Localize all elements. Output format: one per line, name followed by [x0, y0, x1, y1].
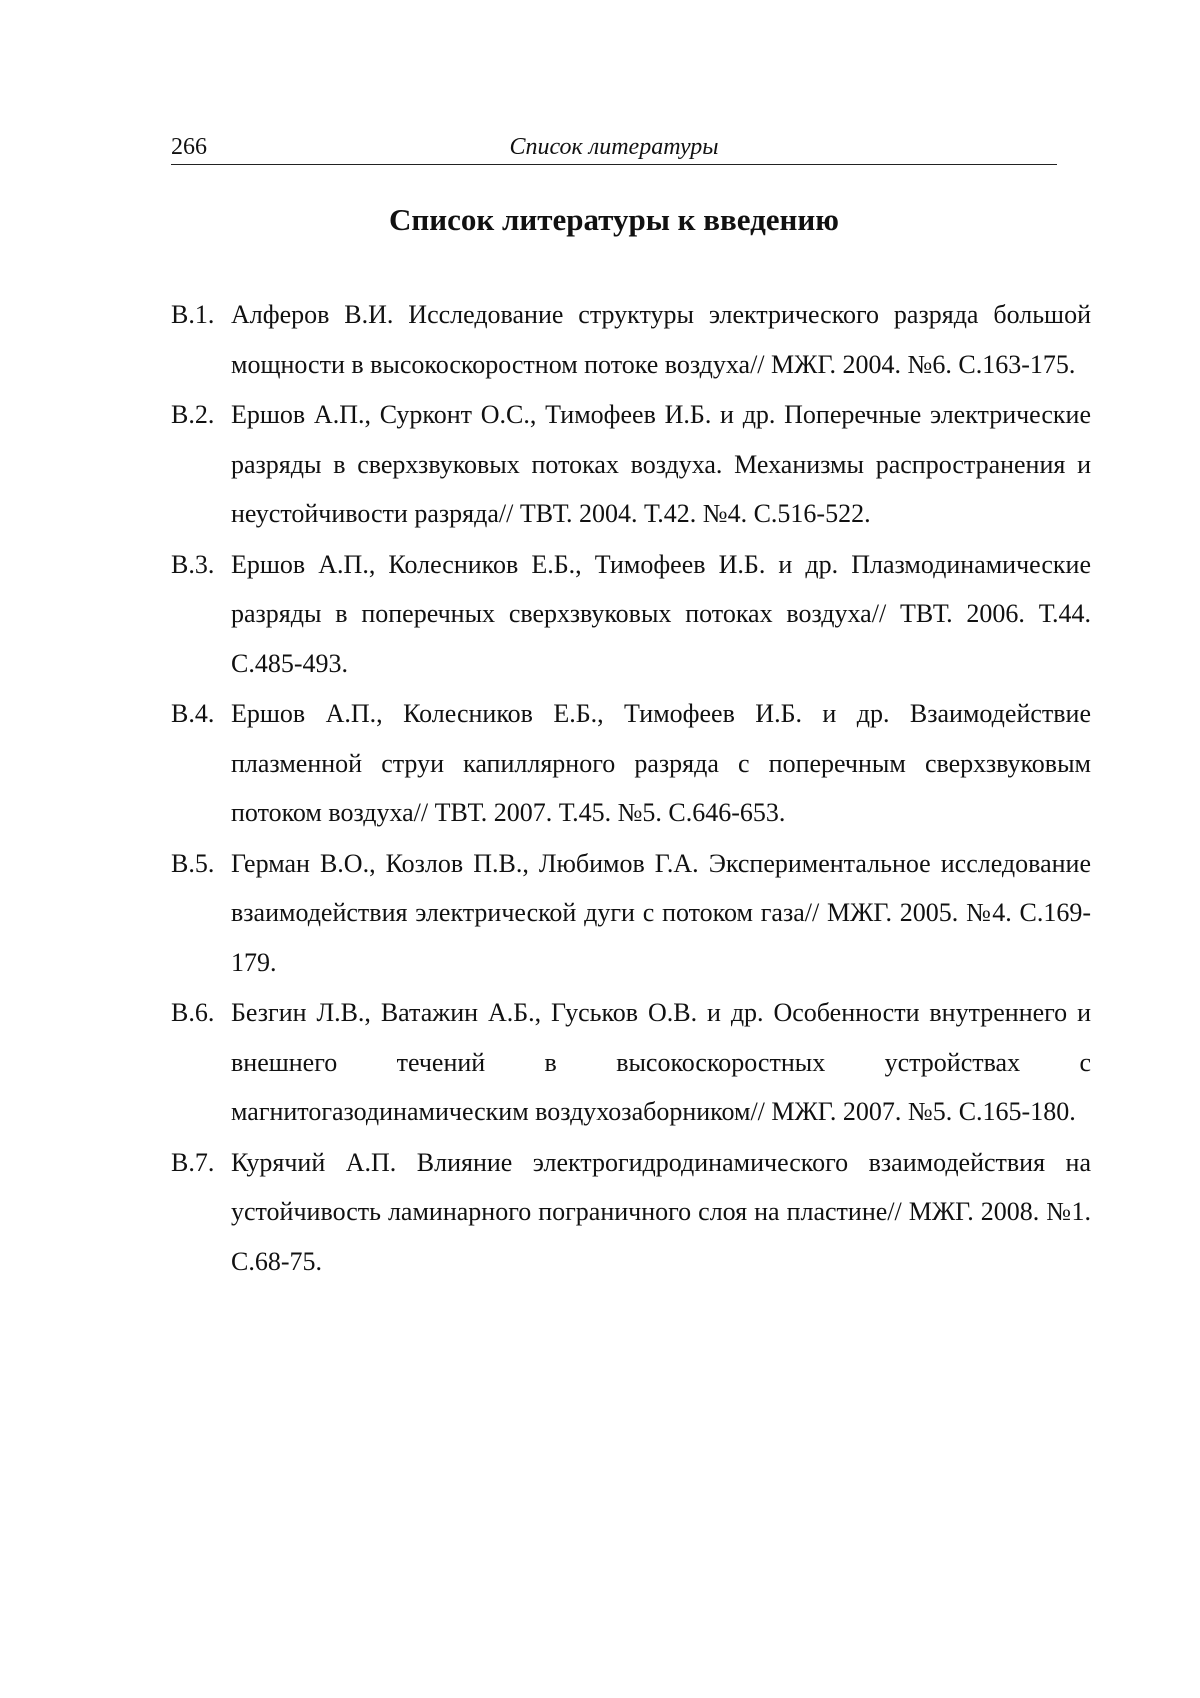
- reference-item: [171, 988, 1091, 1137]
- section-title: Список литературы к введению: [389, 202, 839, 237]
- reference-item: [171, 390, 1091, 539]
- reference-label: В.4.: [171, 699, 215, 728]
- reference-text: Ершов А.П., Сурконт О.С., Тимофеев И.Б. и др. Поперечные электрические разряды в сверхзвуковых потоках воздуха. Механизмы распространения и неустойчивости разряда// ТВТ. 2004. Т.42. №4. С.516-522.: [231, 400, 1091, 528]
- reference-text: Алферов В.И. Исследование структуры электрического разряда большой мощности в высокоскоростном потоке воздуха// МЖГ. 2004. №6. С.163-175.: [231, 300, 1091, 379]
- reference-label: В.5.: [171, 848, 215, 878]
- reference-item: [171, 689, 1091, 838]
- reference-text: Безгин Л.В., Ватажин А.Б., Гуськов О.В. и др. Особенности внутреннего и внешнего течений в высокоскоростных устройствах с магнитогазодинамическим воздухозаборником// МЖГ. 2007. №5. С.165-180.: [231, 998, 1091, 1126]
- reference-label: В.3.: [171, 549, 215, 579]
- reference-text: Ершов А.П., Колесников Е.Б., Тимофеев И.Б. и др. Плазмодинамические разряды в поперечных сверхзвуковых потоках воздуха// ТВТ. 2006. Т.44. С.485-493.: [231, 549, 1091, 678]
- reference-text: Курячий А.П. Влияние электрогидродинамического взаимодействия на устойчивость ламинарного пограничного слоя на пластине// МЖГ. 2008. №1. С.68-75.: [231, 1147, 1091, 1276]
- reference-text: Ершов А.П., Колесников Е.Б., Тимофеев И.Б. и др. Взаимодействие плазменной струи капиллярного разряда с поперечным сверхзвуковым потоком воздуха// ТВТ. 2007. Т.45. №5. С.646-653.: [231, 699, 1091, 827]
- reference-item: [171, 540, 1091, 689]
- reference-label: В.2.: [171, 400, 215, 429]
- reference-text: Герман В.О., Козлов П.В., Любимов Г.А. Экспериментальное исследование взаимодействия электрической дуги с потоком газа// МЖГ. 2005. №4. С.169-179.: [231, 848, 1091, 977]
- reference-label: В.1.: [171, 300, 215, 329]
- reference-list: [171, 290, 1091, 1287]
- running-title: Список литературы: [509, 134, 719, 160]
- page-number: 266: [171, 134, 207, 160]
- reference-label: В.6.: [171, 998, 215, 1027]
- reference-item: [171, 290, 1091, 389]
- reference-item: [171, 1138, 1091, 1287]
- running-header: [171, 132, 1057, 165]
- reference-label: В.7.: [171, 1147, 215, 1177]
- reference-item: [171, 839, 1091, 988]
